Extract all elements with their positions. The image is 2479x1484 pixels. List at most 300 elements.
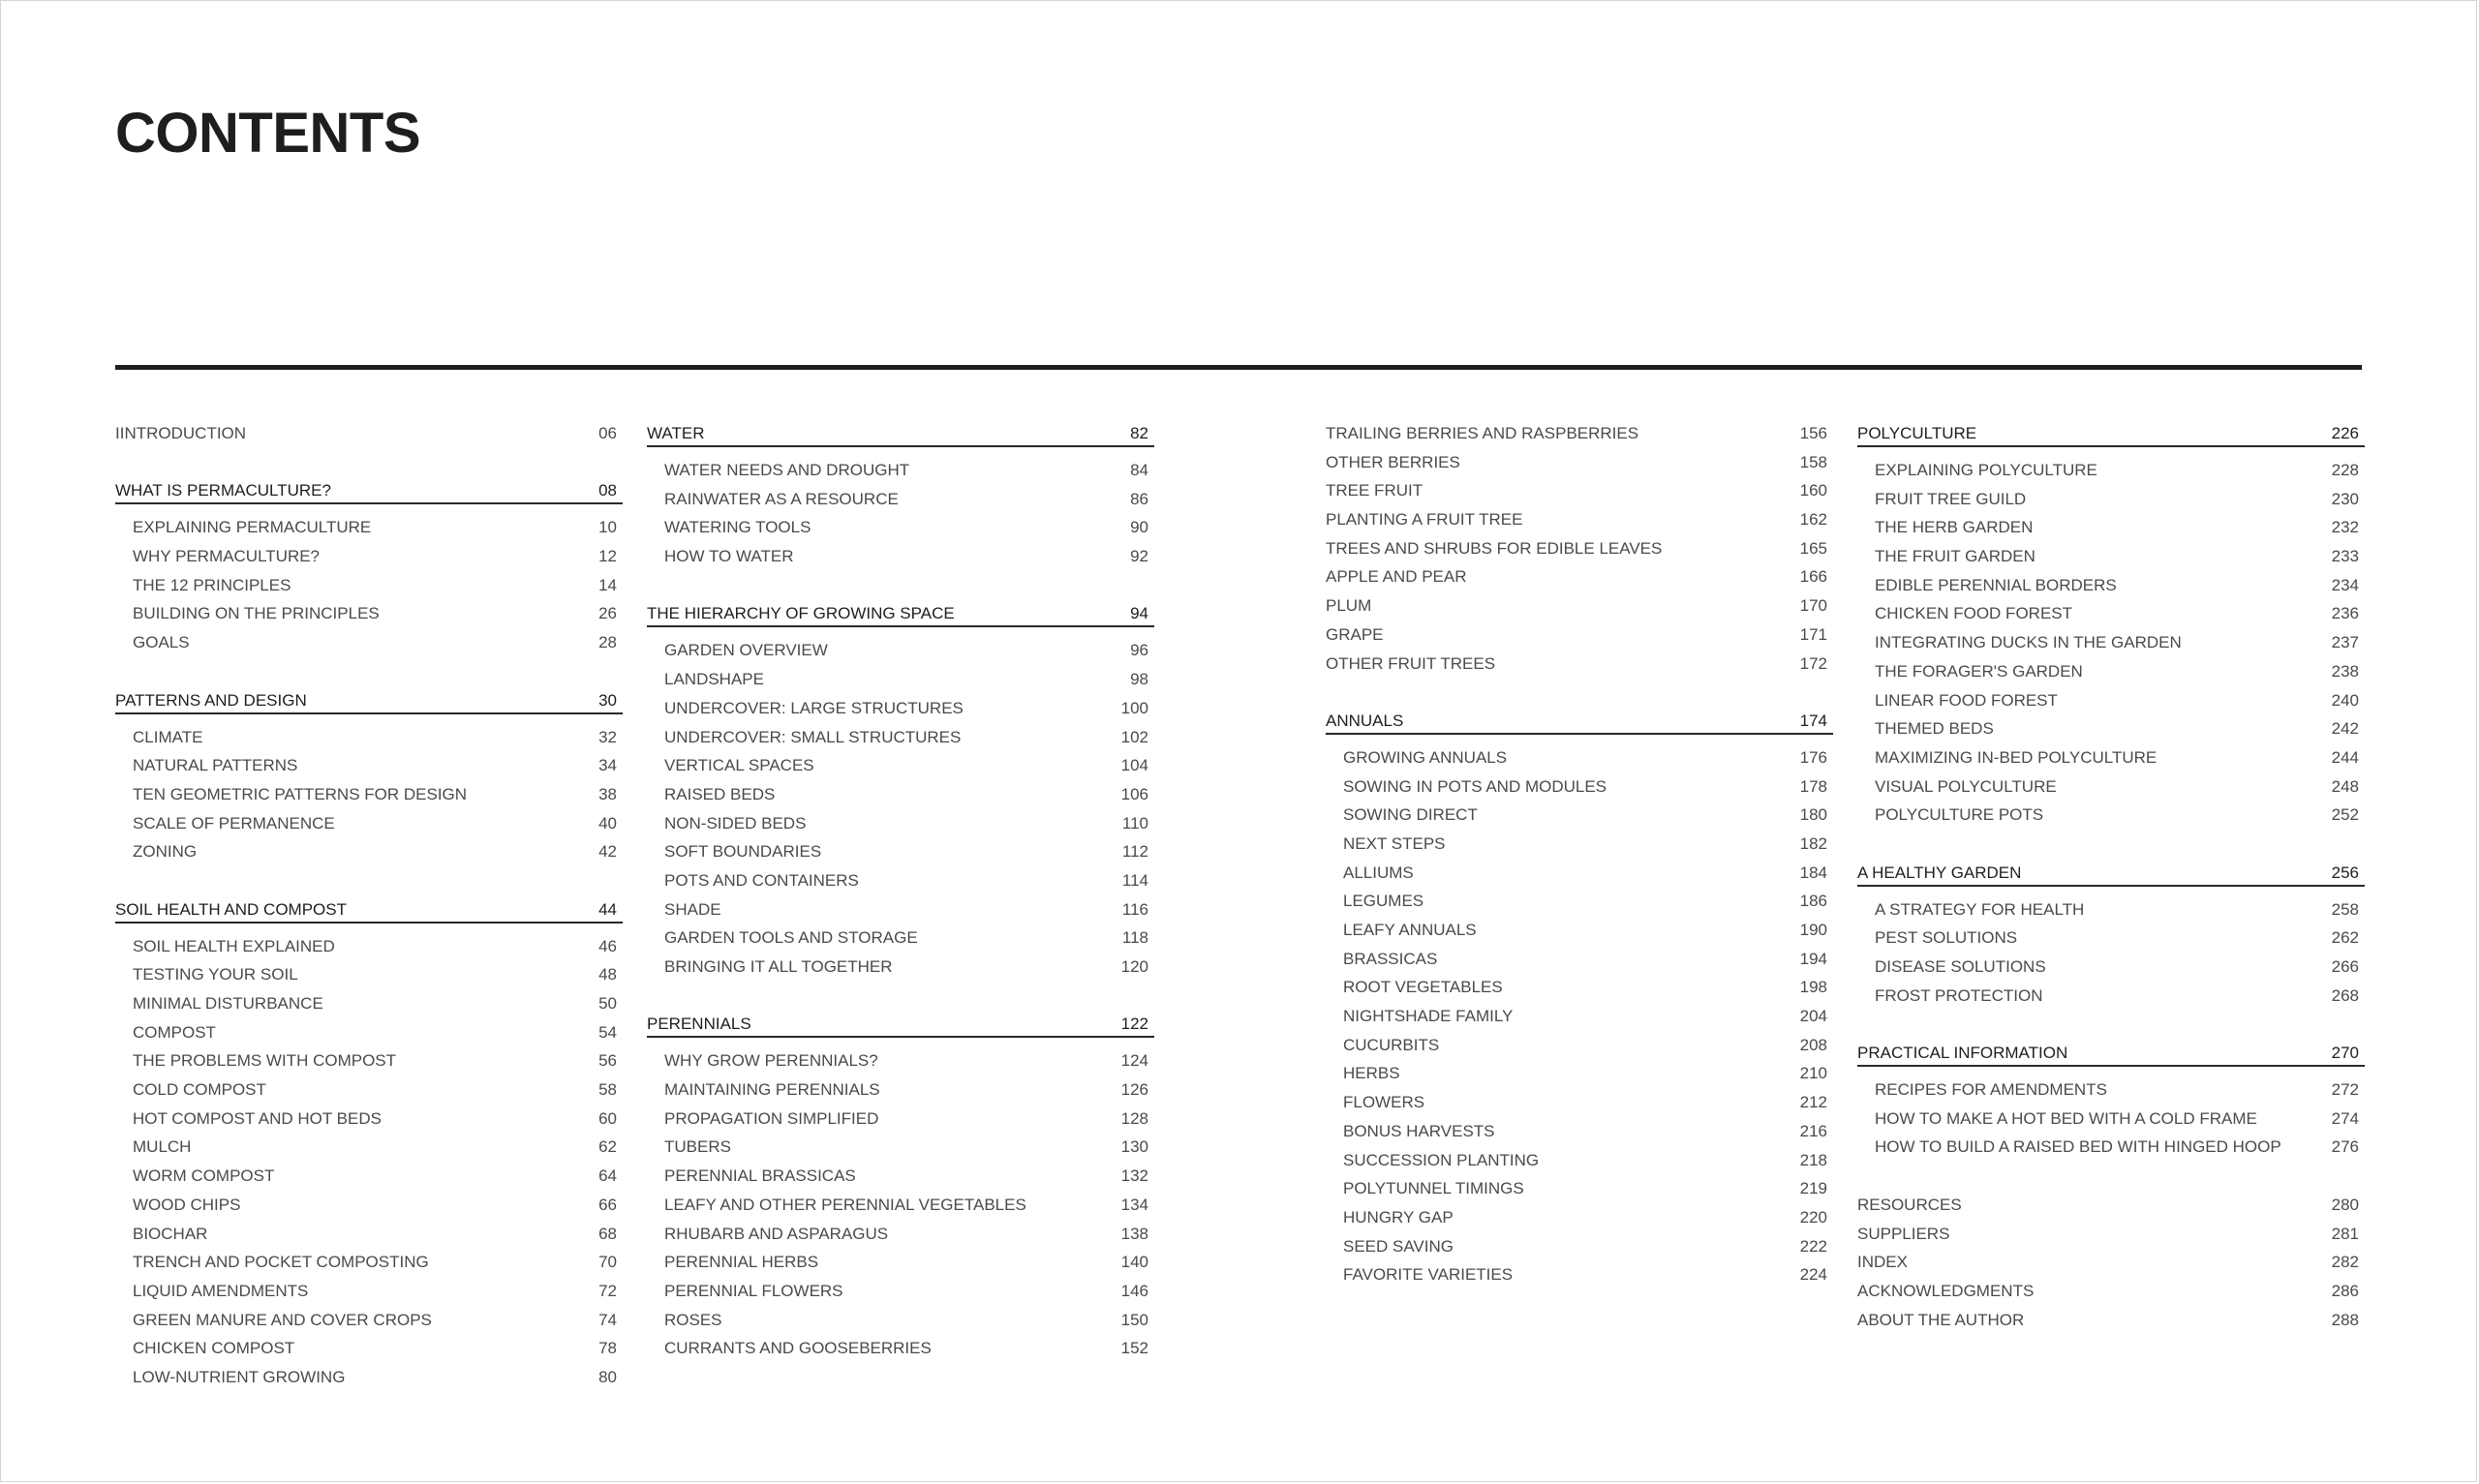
toc-entry[interactable]: [1326, 1232, 1833, 1261]
toc-entry[interactable]: [1326, 1174, 1833, 1203]
toc-section: [115, 686, 623, 866]
toc-entry[interactable]: [115, 1334, 623, 1363]
toc-entry[interactable]: [1326, 534, 1833, 563]
toc-entry[interactable]: [1326, 1002, 1833, 1031]
entry-label: BONUS HARVESTS: [1343, 1121, 1495, 1140]
entry-label: WORM COMPOST: [133, 1166, 275, 1186]
entry-page-number: 66: [598, 1195, 617, 1214]
entry-page-number: 46: [598, 936, 617, 955]
entry-page-number: 222: [1799, 1236, 1827, 1256]
toc-entry[interactable]: [1857, 1306, 2365, 1335]
entry-label: IINTRODUCTION: [115, 424, 247, 442]
toc-entry[interactable]: [115, 513, 623, 542]
toc-entry[interactable]: [1857, 599, 2365, 628]
entry-page-number: 220: [1799, 1207, 1827, 1227]
toc-entry[interactable]: [647, 1248, 1154, 1277]
entry-page-number: 237: [2331, 633, 2359, 652]
entry-page-number: 70: [598, 1253, 617, 1272]
entry-label: POLYCULTURE POTS: [1875, 805, 2044, 825]
toc-entry[interactable]: [647, 953, 1154, 982]
entry-page-number: 176: [1799, 747, 1827, 767]
back-matter-list: [1857, 1191, 2365, 1334]
entry-page-number: 110: [1121, 813, 1148, 833]
entry-label: PERENNIAL BRASSICAS: [664, 1166, 856, 1186]
toc-entry[interactable]: [115, 837, 623, 866]
entry-page-number: 54: [598, 1022, 617, 1042]
toc-section: [647, 1010, 1154, 1363]
entry-label: MULCH: [133, 1137, 192, 1157]
section-title: SOIL HEALTH AND COMPOST: [115, 899, 347, 919]
toc-entry[interactable]: [647, 636, 1154, 665]
entry-label: GRAPE: [1326, 624, 1384, 644]
toc-entry[interactable]: [1326, 916, 1833, 945]
toc-section: [1326, 707, 1833, 1289]
entry-label: MAINTAINING PERENNIALS: [664, 1080, 880, 1100]
toc-entry[interactable]: [115, 419, 623, 448]
section-items: [647, 636, 1154, 981]
toc-entry[interactable]: [115, 780, 623, 809]
entry-label: THE PROBLEMS WITH COMPOST: [133, 1051, 397, 1071]
toc-entry[interactable]: [647, 1306, 1154, 1335]
entry-page-number: 118: [1121, 928, 1148, 948]
section-title: ANNUALS: [1326, 711, 1404, 730]
entry-label: NIGHTSHADE FAMILY: [1343, 1007, 1514, 1026]
entry-label: GARDEN TOOLS AND STORAGE: [664, 928, 918, 948]
toc-entry[interactable]: [1857, 895, 2365, 924]
toc-entry[interactable]: [115, 932, 623, 961]
entry-page-number: 138: [1120, 1224, 1148, 1243]
toc-entry[interactable]: [115, 1191, 623, 1220]
toc-entry[interactable]: [115, 1018, 623, 1047]
section-items: [115, 513, 623, 656]
entry-page-number: 106: [1120, 784, 1148, 803]
entry-label: SOWING DIRECT: [1343, 805, 1478, 825]
entry-label: TESTING YOUR SOIL: [133, 965, 298, 984]
entry-label: PROPAGATION SIMPLIFIED: [664, 1108, 879, 1128]
entry-page-number: 114: [1121, 870, 1148, 890]
toc-column-1: [115, 419, 623, 1392]
section-page-number: 174: [1799, 711, 1827, 730]
entry-page-number: 228: [2331, 461, 2359, 479]
entry-label: ROOT VEGETABLES: [1343, 978, 1503, 997]
toc-entry[interactable]: [1326, 562, 1833, 591]
toc-entry[interactable]: [1857, 485, 2365, 514]
entry-label: PERENNIAL FLOWERS: [664, 1281, 843, 1300]
entry-page-number: 258: [2331, 899, 2359, 919]
entry-label: TEN GEOMETRIC PATTERNS FOR DESIGN: [133, 784, 468, 803]
entry-page-number: 152: [1120, 1339, 1148, 1358]
entry-label: WHY GROW PERENNIALS?: [664, 1051, 878, 1071]
toc-entry[interactable]: [647, 1046, 1154, 1075]
entry-label: NON-SIDED BEDS: [664, 813, 807, 833]
entry-label: TRAILING BERRIES AND RASPBERRIES: [1326, 424, 1639, 442]
toc-entry[interactable]: [115, 1277, 623, 1306]
toc-entry[interactable]: [647, 1334, 1154, 1363]
toc-entry[interactable]: [1326, 1146, 1833, 1175]
entry-label: TREE FRUIT: [1326, 481, 1423, 500]
toc-entry[interactable]: [1326, 1203, 1833, 1232]
entry-page-number: 232: [2331, 518, 2359, 537]
toc-entry[interactable]: [115, 1133, 623, 1162]
entry-label: LEGUMES: [1343, 892, 1424, 911]
section-items: [1857, 456, 2365, 830]
toc-entry[interactable]: [115, 1306, 623, 1335]
entry-label: EDIBLE PERENNIAL BORDERS: [1875, 575, 2117, 594]
entry-label: THE FRUIT GARDEN: [1875, 547, 2035, 566]
entry-label: COLD COMPOST: [133, 1080, 266, 1100]
entry-page-number: 240: [2331, 690, 2359, 710]
toc-entry[interactable]: [115, 723, 623, 752]
toc-entry[interactable]: [1857, 542, 2365, 571]
entry-label: OTHER BERRIES: [1326, 452, 1460, 471]
section-title: PRACTICAL INFORMATION: [1857, 1044, 2068, 1063]
entry-label: HOW TO WATER: [664, 547, 794, 566]
section-heading[interactable]: [647, 599, 1154, 627]
entry-label: BIOCHAR: [133, 1224, 208, 1243]
entry-label: CLIMATE: [133, 727, 203, 746]
toc-entry[interactable]: [647, 665, 1154, 694]
entry-page-number: 172: [1799, 653, 1827, 673]
entry-label: HOW TO BUILD A RAISED BED WITH HINGED HOOP: [1875, 1137, 2281, 1157]
entry-label: LINEAR FOOD FOREST: [1875, 690, 2058, 710]
entry-label: SOFT BOUNDARIES: [664, 842, 822, 862]
entry-label: OTHER FRUIT TREES: [1326, 653, 1496, 673]
entry-page-number: 230: [2331, 489, 2359, 508]
toc-section: [1857, 1039, 2365, 1162]
toc-entry[interactable]: [1326, 1117, 1833, 1146]
toc-entry[interactable]: [115, 1363, 623, 1392]
entry-label: HOW TO MAKE A HOT BED WITH A COLD FRAME: [1875, 1108, 2257, 1128]
section-heading[interactable]: [115, 476, 623, 504]
toc-entry[interactable]: [1857, 513, 2365, 542]
entry-page-number: 134: [1120, 1195, 1148, 1214]
entry-page-number: 244: [2331, 747, 2359, 767]
section-title: WHAT IS PERMACULTURE?: [115, 481, 331, 500]
entry-label: SOWING IN POTS AND MODULES: [1343, 776, 1607, 796]
section-page-number: 82: [1130, 424, 1148, 442]
toc-column-2: [647, 419, 1154, 1363]
section-title: A HEALTHY GARDEN: [1857, 863, 2022, 882]
section-items: [647, 1046, 1154, 1363]
toc-entry[interactable]: [1326, 448, 1833, 477]
entry-label: A STRATEGY FOR HEALTH: [1875, 899, 2085, 919]
entry-page-number: 266: [2331, 957, 2359, 976]
entry-label: ZONING: [133, 842, 198, 862]
entry-page-number: 248: [2331, 776, 2359, 796]
toc-entry[interactable]: [647, 1162, 1154, 1191]
toc-entry[interactable]: [647, 1105, 1154, 1134]
entry-page-number: 160: [1799, 481, 1827, 500]
entry-page-number: 166: [1799, 567, 1827, 587]
entry-page-number: 26: [598, 604, 617, 623]
toc-entry[interactable]: [115, 1075, 623, 1105]
toc-entry[interactable]: [647, 809, 1154, 838]
entry-page-number: 210: [1799, 1064, 1827, 1083]
toc-entry[interactable]: [115, 599, 623, 628]
section-heading[interactable]: [115, 686, 623, 714]
toc-entry[interactable]: [1857, 772, 2365, 802]
entry-page-number: 219: [1799, 1179, 1827, 1198]
toc-entry[interactable]: [647, 1191, 1154, 1220]
toc-entry[interactable]: [1857, 1191, 2365, 1220]
section-page-number: 94: [1130, 604, 1148, 623]
toc-entry[interactable]: [1326, 801, 1833, 830]
entry-label: INDEX: [1857, 1253, 1908, 1272]
toc-entry[interactable]: [1857, 1133, 2365, 1162]
toc-entry[interactable]: [115, 571, 623, 600]
section-heading[interactable]: [647, 1010, 1154, 1038]
entry-page-number: 182: [1799, 833, 1827, 853]
entry-page-number: 56: [598, 1051, 617, 1071]
entry-page-number: 233: [2331, 547, 2359, 566]
entry-page-number: 272: [2331, 1080, 2359, 1100]
section-title: THE HIERARCHY OF GROWING SPACE: [647, 604, 955, 623]
entry-page-number: 60: [598, 1108, 617, 1128]
entry-label: WATERING TOOLS: [664, 518, 811, 537]
toc-entry[interactable]: [1326, 621, 1833, 650]
toc-entry[interactable]: [647, 542, 1154, 571]
toc-entry[interactable]: [647, 485, 1154, 514]
entry-label: PEST SOLUTIONS: [1875, 928, 2018, 948]
toc-entry[interactable]: [1326, 1031, 1833, 1060]
section-heading[interactable]: [647, 419, 1154, 447]
entry-label: UNDERCOVER: LARGE STRUCTURES: [664, 698, 964, 717]
toc-entry[interactable]: [1857, 743, 2365, 772]
entry-label: CHICKEN COMPOST: [133, 1339, 295, 1358]
section-heading[interactable]: [1857, 419, 2365, 447]
entry-page-number: 165: [1799, 538, 1827, 558]
entry-label: THE FORAGER'S GARDEN: [1875, 661, 2083, 681]
section-items: [647, 456, 1154, 571]
entry-label: INTEGRATING DUCKS IN THE GARDEN: [1875, 633, 2182, 652]
entry-page-number: 252: [2331, 805, 2359, 825]
entry-label: FROST PROTECTION: [1875, 985, 2043, 1005]
entry-label: LEAFY AND OTHER PERENNIAL VEGETABLES: [664, 1195, 1026, 1214]
toc-entry[interactable]: [1857, 982, 2365, 1011]
entry-page-number: 102: [1120, 727, 1148, 746]
toc-entry[interactable]: [1857, 571, 2365, 600]
entry-label: ALLIUMS: [1343, 863, 1414, 882]
toc-entry[interactable]: [1857, 1105, 2365, 1134]
toc-entry[interactable]: [115, 1220, 623, 1249]
toc-entry[interactable]: [115, 1248, 623, 1277]
entry-page-number: 120: [1120, 957, 1148, 976]
toc-entry[interactable]: [647, 837, 1154, 866]
toc-entry[interactable]: [647, 924, 1154, 953]
section-items: [1857, 895, 2365, 1011]
toc-entry[interactable]: [1326, 1088, 1833, 1117]
toc-entry[interactable]: [1857, 1220, 2365, 1249]
entry-page-number: 116: [1121, 899, 1148, 919]
entry-page-number: 280: [2331, 1195, 2359, 1214]
section-heading[interactable]: [1857, 1039, 2365, 1067]
toc-entry[interactable]: [115, 751, 623, 780]
entry-page-number: 130: [1120, 1137, 1148, 1157]
entry-label: POTS AND CONTAINERS: [664, 870, 859, 890]
toc-entry[interactable]: [647, 866, 1154, 895]
toc-entry[interactable]: [115, 960, 623, 989]
toc-entry[interactable]: [1857, 456, 2365, 485]
toc-entry[interactable]: [115, 1162, 623, 1191]
section-title: WATER: [647, 424, 705, 442]
entry-label: CUCURBITS: [1343, 1035, 1440, 1054]
toc-entry[interactable]: [115, 542, 623, 571]
toc-entry[interactable]: [1326, 1260, 1833, 1289]
entry-label: SUCCESSION PLANTING: [1343, 1150, 1540, 1169]
toc-entry[interactable]: [647, 1133, 1154, 1162]
section-page-number: 256: [2331, 863, 2359, 882]
entry-label: MAXIMIZING IN-BED POLYCULTURE: [1875, 747, 2158, 767]
entry-page-number: 98: [1130, 670, 1148, 689]
section-page-number: 08: [598, 481, 617, 500]
toc-entry[interactable]: [115, 809, 623, 838]
entry-page-number: 42: [598, 842, 617, 862]
toc-entry[interactable]: [1857, 714, 2365, 743]
toc-entry[interactable]: [1326, 591, 1833, 621]
entry-label: PERENNIAL HERBS: [664, 1253, 819, 1272]
entry-page-number: 132: [1120, 1166, 1148, 1186]
entry-page-number: 28: [598, 633, 617, 652]
entry-page-number: 86: [1130, 489, 1148, 508]
entry-label: LIQUID AMENDMENTS: [133, 1281, 309, 1300]
toc-entry[interactable]: [1857, 1277, 2365, 1306]
section-page-number: 122: [1120, 1015, 1148, 1034]
entry-page-number: 84: [1130, 461, 1148, 479]
entry-page-number: 126: [1120, 1080, 1148, 1100]
entry-label: RESOURCES: [1857, 1195, 1962, 1214]
entry-page-number: 282: [2331, 1253, 2359, 1272]
toc-entry[interactable]: [1326, 476, 1833, 505]
entry-page-number: 124: [1120, 1051, 1148, 1071]
section-heading[interactable]: [1326, 707, 1833, 735]
toc-entry[interactable]: [1857, 1248, 2365, 1277]
entry-label: NEXT STEPS: [1343, 833, 1446, 853]
section-items: [115, 723, 623, 866]
entry-label: LANDSHAPE: [664, 670, 764, 689]
toc-entry[interactable]: [1326, 887, 1833, 916]
toc-entry[interactable]: [115, 989, 623, 1018]
entry-label: COMPOST: [133, 1022, 216, 1042]
entry-label: SHADE: [664, 899, 721, 919]
entry-label: SUPPLIERS: [1857, 1224, 1950, 1243]
entry-label: RHUBARB AND ASPARAGUS: [664, 1224, 889, 1243]
toc-entry[interactable]: [1326, 743, 1833, 772]
toc-section: [647, 599, 1154, 981]
toc-entry[interactable]: [647, 456, 1154, 485]
toc-entry[interactable]: [647, 1220, 1154, 1249]
entry-label: TREES AND SHRUBS FOR EDIBLE LEAVES: [1326, 538, 1663, 558]
page-title: CONTENTS: [115, 102, 420, 165]
section-page-number: 226: [2331, 424, 2359, 442]
toc-entry[interactable]: [1857, 686, 2365, 715]
toc-entry[interactable]: [1326, 505, 1833, 534]
entry-page-number: 171: [1799, 624, 1827, 644]
toc-entry[interactable]: [1857, 1075, 2365, 1105]
entry-label: UNDERCOVER: SMALL STRUCTURES: [664, 727, 962, 746]
entry-label: BRINGING IT ALL TOGETHER: [664, 957, 893, 976]
section-title: PERENNIALS: [647, 1015, 751, 1034]
section-heading[interactable]: [1857, 859, 2365, 887]
toc-entry[interactable]: [647, 1075, 1154, 1105]
toc-entry[interactable]: [1326, 772, 1833, 802]
section-page-number: 270: [2331, 1044, 2359, 1063]
entry-label: WHY PERMACULTURE?: [133, 547, 321, 566]
toc-entry[interactable]: [115, 1046, 623, 1075]
entry-page-number: 218: [1799, 1150, 1827, 1169]
entry-label: SEED SAVING: [1343, 1236, 1454, 1256]
entry-page-number: 100: [1120, 698, 1148, 717]
entry-label: THEMED BEDS: [1875, 719, 1994, 739]
toc-entry[interactable]: [1857, 657, 2365, 686]
entry-page-number: 128: [1120, 1108, 1148, 1128]
entry-label: SCALE OF PERMANENCE: [133, 813, 335, 833]
entry-label: HOT COMPOST AND HOT BEDS: [133, 1108, 382, 1128]
toc-entry[interactable]: [1857, 924, 2365, 953]
entry-label: FAVORITE VARIETIES: [1343, 1265, 1514, 1285]
entry-page-number: 104: [1120, 756, 1148, 775]
toc-entry[interactable]: [1326, 859, 1833, 888]
toc-entry[interactable]: [1326, 650, 1833, 679]
toc-entry[interactable]: [647, 895, 1154, 924]
entry-page-number: 78: [598, 1339, 617, 1358]
entry-page-number: 92: [1130, 547, 1148, 566]
entry-page-number: 150: [1120, 1310, 1148, 1329]
entry-page-number: 72: [598, 1281, 617, 1300]
entry-label: RAISED BEDS: [664, 784, 776, 803]
section-title: PATTERNS AND DESIGN: [115, 690, 307, 710]
entry-page-number: 80: [598, 1367, 617, 1386]
toc-column-3: [1326, 419, 1833, 1289]
entry-page-number: 158: [1799, 452, 1827, 471]
entry-label: PLANTING A FRUIT TREE: [1326, 510, 1523, 530]
entry-page-number: 40: [598, 813, 617, 833]
entry-label: VERTICAL SPACES: [664, 756, 814, 775]
entry-label: GOALS: [133, 633, 190, 652]
toc-entry[interactable]: [647, 751, 1154, 780]
entry-page-number: 50: [598, 994, 617, 1013]
entry-page-number: 10: [598, 518, 617, 537]
section-title: POLYCULTURE: [1857, 424, 1977, 442]
toc-entry[interactable]: [1326, 973, 1833, 1002]
toc-entry[interactable]: [1857, 801, 2365, 830]
toc-entry[interactable]: [115, 628, 623, 657]
toc-entry[interactable]: [1326, 419, 1833, 448]
toc-entry[interactable]: [647, 723, 1154, 752]
toc-entry[interactable]: [647, 513, 1154, 542]
toc-entry[interactable]: [647, 780, 1154, 809]
toc-entry[interactable]: [1857, 953, 2365, 982]
entry-page-number: 288: [2331, 1310, 2359, 1329]
entry-label: THE 12 PRINCIPLES: [133, 575, 291, 594]
title-rule: [115, 365, 2362, 370]
section-heading[interactable]: [115, 895, 623, 924]
toc-entry[interactable]: [647, 694, 1154, 723]
entry-label: TUBERS: [664, 1137, 731, 1157]
entry-page-number: 198: [1799, 978, 1827, 997]
toc-entry[interactable]: [115, 1105, 623, 1134]
toc-entry[interactable]: [1326, 1059, 1833, 1088]
toc-entry[interactable]: [1857, 628, 2365, 657]
entry-page-number: 194: [1799, 949, 1827, 968]
entry-page-number: 286: [2331, 1281, 2359, 1300]
entry-label: HERBS: [1343, 1064, 1400, 1083]
section-page-number: 44: [598, 899, 617, 919]
toc-entry[interactable]: [1326, 945, 1833, 974]
entry-label: CURRANTS AND GOOSEBERRIES: [664, 1339, 932, 1358]
toc-entry[interactable]: [647, 1277, 1154, 1306]
toc-entry[interactable]: [1326, 830, 1833, 859]
entry-label: CHICKEN FOOD FOREST: [1875, 604, 2073, 623]
